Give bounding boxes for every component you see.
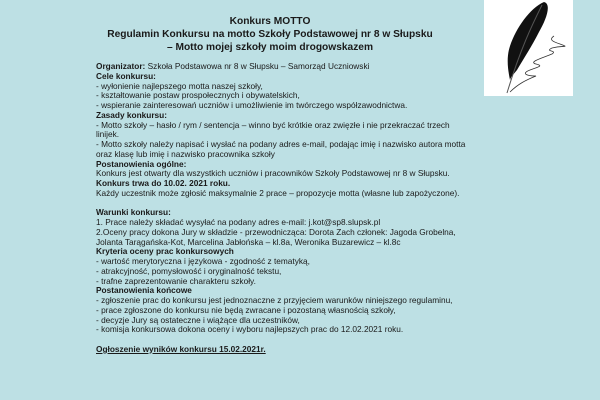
rules-line: - Motto szkoły – hasło / rym / sentencja – winno być krótkie oraz zwięzłe i nie przekraczać trzech [96, 119, 450, 130]
conditions-line: Jolanta Tarągańska-Kot, Marcelina Jabłońska – kl.8a, Weronika Buzarewicz – kl.8c [96, 236, 401, 247]
goal-item: - wspieranie zainteresowań uczniów i umożliwienie im twórczego współzawodnictwa. [96, 100, 408, 110]
criteria-item: - atrakcyjność, pomysłowość i oryginalność tekstu, [96, 265, 282, 276]
rules-line: - Motto szkoły należy napisać i wysłać na podany adres e-mail, podając imię i nazwisko autora motta [96, 139, 466, 149]
title-line-3: – Motto mojej szkoły moim drogowskazem [166, 41, 374, 53]
final-item: - prace zgłoszone do konkursu nie będą zwracane i pozostaną własnością szkoły, [96, 304, 396, 315]
conditions-heading: Warunki konkursu: [96, 207, 171, 218]
regulations-body [96, 62, 496, 355]
criteria-heading: Kryteria oceny prac konkursowych [96, 246, 234, 257]
deadline: Konkurs trwa do 10.02. 2021 roku. [96, 178, 231, 188]
final-heading: Postanowienia końcowe [96, 285, 192, 296]
goal-item: - wyłonienie najlepszego motta naszej szkoły, [96, 80, 263, 91]
conditions-line: 2.Oceny pracy dokona Jury w składzie - przewodnicząca: Dorota Zach członek: Jagoda Grobelna, [96, 226, 456, 237]
rules-heading: Zasady konkursu: [96, 109, 168, 120]
goals-heading: Cele konkursu: [96, 70, 156, 81]
conditions-line: 1. Prace należy składać wysyłać na podany adres e-mail: j.kot@sp8.slupsk.pl [96, 217, 381, 227]
rules-line: oraz klasę lub imię i nazwisko pracownika szkoły [96, 148, 275, 159]
title-line-1: Konkurs MOTTO [229, 16, 311, 27]
feather-icon [484, 0, 573, 96]
document-title [90, 16, 450, 54]
rules-line: linijek. [96, 129, 120, 140]
criteria-item: - wartość merytoryczna i językowa - zgodność z tematyką, [96, 256, 310, 266]
general-heading: Postanowienia ogólne: [96, 158, 187, 169]
organizer-line: Organizator: Szkoła Podstawowa nr 8 w Słupsku – Samorząd Uczniowski [96, 61, 370, 71]
title-line-2: Regulamin Konkursu na motto Szkoły Podstawowej nr 8 w Słupsku [107, 28, 433, 40]
general-line: Każdy uczestnik może zgłosić maksymalnie 2 prace – propozycje motta (własne lub zapożyczone). [96, 187, 460, 198]
criteria-item: - trafne zaprezentowanie charakteru szkoły. [96, 275, 256, 286]
feather-pen-image [484, 0, 573, 96]
goal-item: - kształtowanie postaw prospołecznych i obywatelskich, [96, 90, 300, 101]
final-item: - decyzje Jury są ostateczne i wiążące dla uczestników, [96, 314, 300, 325]
final-item: - zgłoszenie prac do konkursu jest jednoznaczne z przyjęciem warunków niniejszego regulaminu, [96, 295, 453, 305]
general-line: Konkurs jest otwarty dla wszystkich uczniów i pracowników Szkoły Podstawowej nr 8 w Słupsku. [96, 168, 450, 179]
final-item: - komisja konkursowa dokona oceny i wyboru najlepszych prac do 12.02.2021 roku. [96, 324, 404, 335]
results-announcement: Ogłoszenie wyników konkursu 15.02.2021r. [96, 343, 266, 354]
